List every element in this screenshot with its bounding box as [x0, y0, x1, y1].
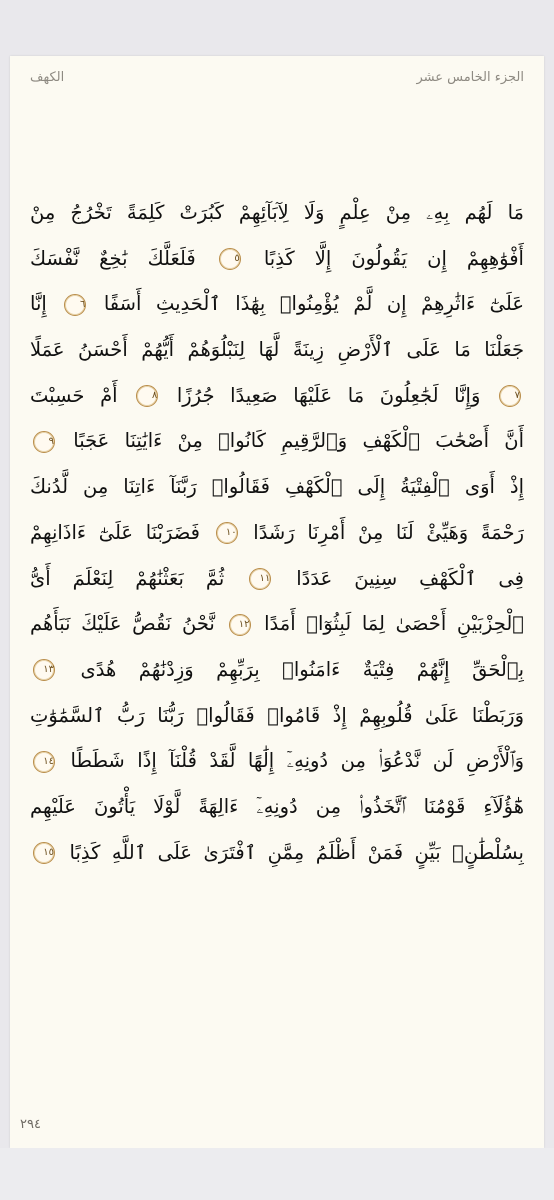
ayah-number-marker: ٨: [136, 385, 158, 407]
text-line: [30, 190, 524, 236]
verse-text: أَمْ حَسِبْتَ: [30, 383, 118, 407]
verse-text: بِسُلْطَٰنٍۭ بَيِّنٍ فَمَنْ أَظْلَمُ مِمَّنِ ٱفْتَرَىٰ عَلَى ٱللَّهِ كَذِبًا: [69, 840, 524, 864]
verse-text: مَا لَهُم بِهِۦ مِنْ عِلْمٍ وَلَا لِآبَآئِهِمْ كَبُرَتْ كَلِمَةً تَخْرُجُ مِنْ: [30, 201, 524, 224]
verse-text: بِٱلْحَقِّ إِنَّهُمْ فِتْيَةٌ ءَامَنُوا۟ بِرَبِّهِمْ وَزِدْنَٰهُمْ هُدًى: [80, 657, 524, 681]
verse-text: ثُمَّ بَعَثْنَٰهُمْ لِنَعْلَمَ أَىُّ: [30, 566, 225, 590]
verse-text: نَّحْنُ نَقُصُّ عَلَيْكَ نَبَأَهُم: [30, 612, 215, 636]
juz-label: الجزء الخامس عشر: [416, 70, 524, 85]
ayah-number-marker: ١٣: [33, 659, 55, 681]
bottom-bar: [0, 1148, 554, 1200]
verse-text: فَلَعَلَّكَ بَٰخِعٌ نَّفْسَكَ: [30, 246, 196, 270]
verse-text: رَحْمَةً وَهَيِّئْ لَنَا مِنْ أَمْرِنَا رَشَدًا: [253, 520, 524, 544]
ayah-number-marker: ٥: [219, 248, 241, 270]
ayah-number-marker: ١٥: [33, 842, 55, 864]
verse-text: فَضَرَبْنَا عَلَىٰٓ ءَاذَانِهِمْ: [30, 520, 200, 544]
text-line: [30, 601, 524, 647]
verse-text: ٱلْحِزْبَيْنِ أَحْصَىٰ لِمَا لَبِثُوٓا۟ أَمَدًا: [264, 612, 524, 636]
text-line: [30, 418, 524, 464]
verse-text: أَفْوَٰهِهِمْ إِن يَقُولُونَ إِلَّا كَذِبًا: [263, 246, 524, 270]
ayah-number-marker: ٧: [499, 385, 521, 407]
text-line: [30, 647, 524, 693]
quran-text: [30, 190, 524, 875]
text-line: [30, 510, 524, 556]
ayah-number-marker: ٩: [33, 431, 55, 453]
text-line: [30, 327, 524, 373]
mushaf-page: [10, 56, 544, 1148]
verse-text: إِذْ أَوَى ٱلْفِتْيَةُ إِلَى ٱلْكَهْفِ فَقَالُوا۟ رَبَّنَآ ءَاتِنَا مِن لَّدُنكَ: [30, 475, 524, 499]
text-line: [30, 373, 524, 419]
text-line: [30, 738, 524, 784]
top-bar: [0, 0, 554, 56]
verse-text: وَإِنَّا لَجَٰعِلُونَ مَا عَلَيْهَا صَعِيدًا جُرُزًا: [176, 383, 481, 407]
ayah-number-marker: ٦: [64, 294, 86, 316]
text-line: [30, 693, 524, 739]
ayah-number-marker: ١١: [249, 568, 271, 590]
verse-text: جَعَلْنَا مَا عَلَى ٱلْأَرْضِ زِينَةً لَّهَا لِنَبْلُوَهُمْ أَيُّهُمْ أَحْسَنُ عَمَلًا: [30, 338, 524, 362]
page-number: ٢٩٤: [20, 1117, 41, 1132]
verse-text: وَرَبَطْنَا عَلَىٰ قُلُوبِهِمْ إِذْ قَامُوا۟ فَقَالُوا۟ رَبُّنَا رَبُّ ٱلسَّمَٰوَٰتِ: [30, 703, 524, 727]
text-line: [30, 830, 524, 876]
verse-text: إِنَّا: [30, 292, 47, 316]
ayah-number-marker: ١٤: [33, 751, 55, 773]
surah-label: الكهف: [30, 70, 65, 85]
text-line: [30, 556, 524, 602]
verse-text: فِى ٱلْكَهْفِ سِنِينَ عَدَدًا: [296, 566, 524, 590]
ayah-number-marker: ١٠: [216, 522, 238, 544]
text-line: [30, 464, 524, 510]
verse-text: وَٱلْأَرْضِ لَن نَّدْعُوَا۟ مِن دُونِهِۦٓ إِلَٰهًا لَّقَدْ قُلْنَآ إِذًا شَطَطًا: [70, 749, 524, 773]
ayah-number-marker: ١٢: [229, 614, 251, 636]
text-line: [30, 281, 524, 327]
text-line: [30, 236, 524, 282]
verse-text: عَلَىٰٓ ءَاثَٰرِهِمْ إِن لَّمْ يُؤْمِنُوا۟ بِهَٰذَا ٱلْحَدِيثِ أَسَفًا: [103, 292, 524, 316]
text-line: [30, 784, 524, 830]
verse-text: هَٰٓؤُلَآءِ قَوْمُنَا ٱتَّخَذُوا۟ مِن دُونِهِۦٓ ءَالِهَةً لَّوْلَا يَأْتُونَ عَلَيْهِم: [30, 794, 524, 818]
verse-text: أَنَّ أَصْحَٰبَ ٱلْكَهْفِ وَٱلرَّقِيمِ كَانُوا۟ مِنْ ءَايَٰتِنَا عَجَبًا: [73, 429, 524, 453]
page-header: [30, 70, 524, 92]
